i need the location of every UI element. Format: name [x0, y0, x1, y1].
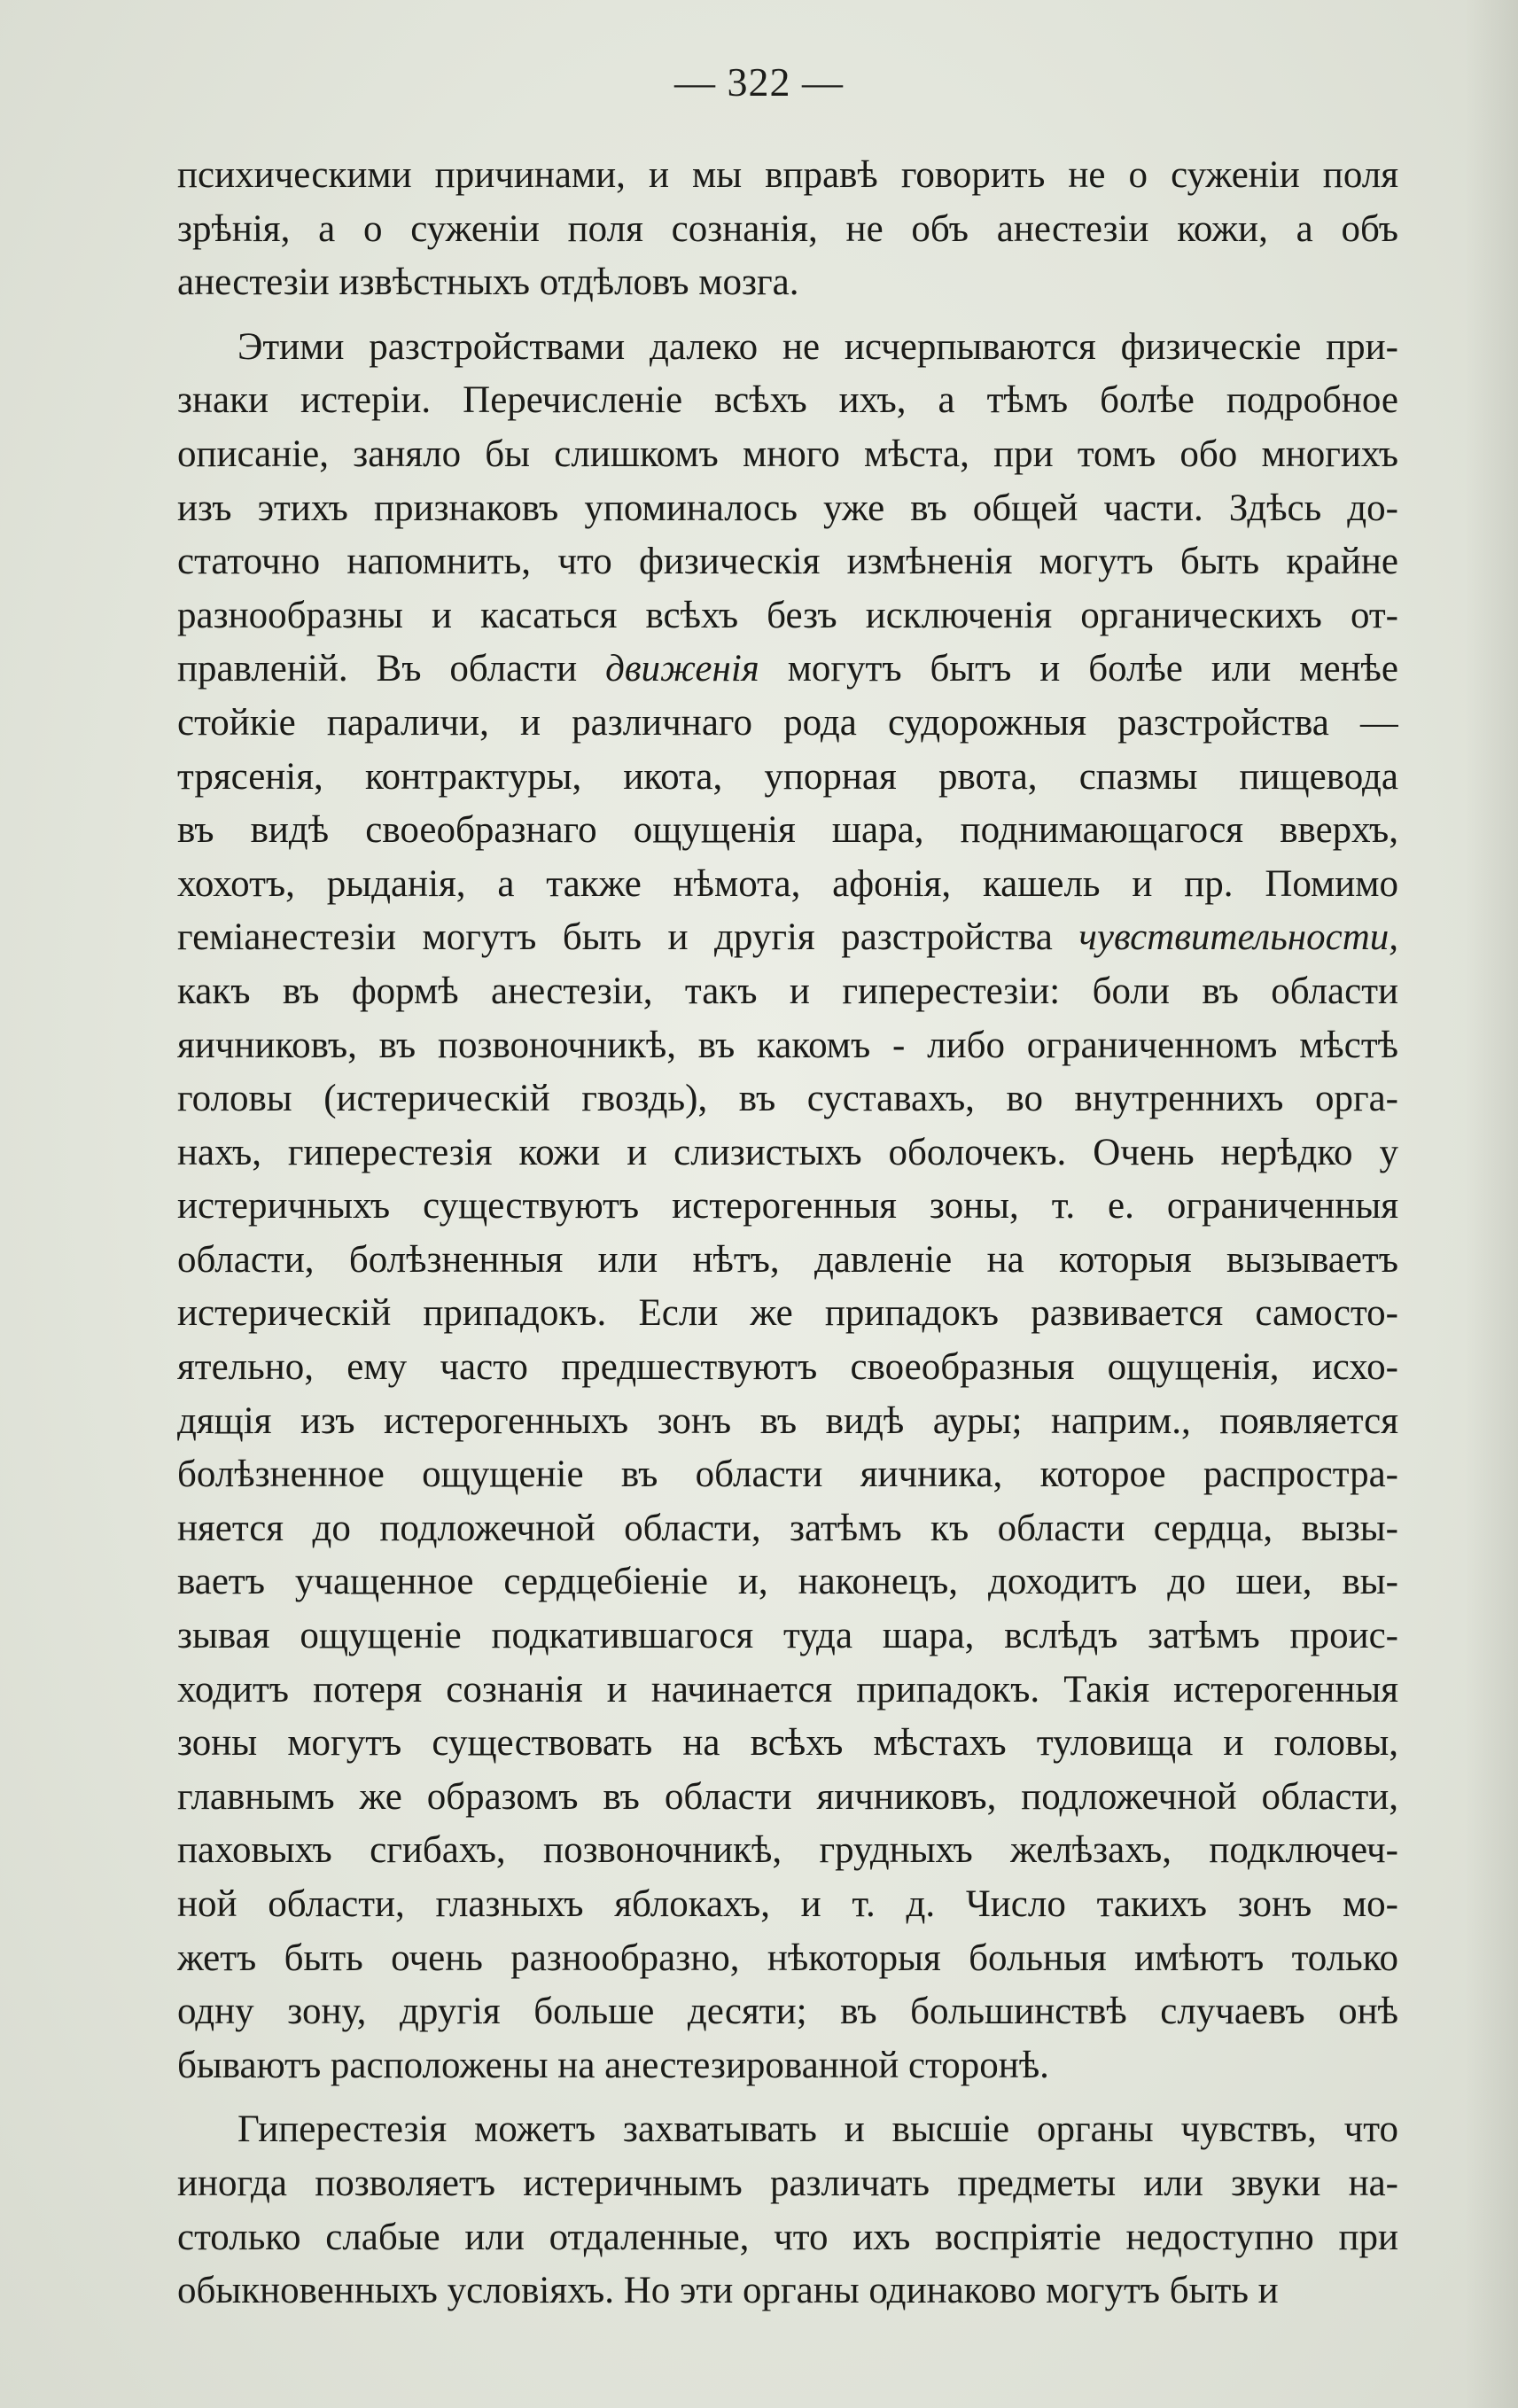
text-line [177, 1395, 1398, 1449]
text-segment: истерическій припадокъ. Если же припадокъ развивается самосто- [177, 1292, 1398, 1335]
text-segment: ваетъ учащенное сердцебіеніе и, наконецъ, доходитъ до шеи, вы- [177, 1561, 1398, 1603]
text-segment: истеричныхъ существуютъ истерогенныя зоны, т. е. ограниченныя [177, 1185, 1398, 1227]
text-line [177, 1287, 1398, 1341]
text-line [177, 1072, 1398, 1126]
italic-term: чувствительности, [1078, 916, 1398, 959]
text-line [177, 1448, 1398, 1502]
text-line [177, 1985, 1398, 2039]
text-segment: области, болѣзненныя или нѣтъ, давленіе на которыя вызываетъ [177, 1238, 1398, 1281]
text-line [177, 2211, 1398, 2265]
text-line [177, 1180, 1398, 1234]
text-line [177, 1502, 1398, 1556]
text-segment: ятельно, ему часто предшествуютъ своеобразныя ощущенія, исхо- [177, 1346, 1398, 1389]
text-line [177, 911, 1398, 965]
text-line [177, 751, 1398, 805]
text-segment: ходитъ потеря сознанія и начинается припадокъ. Такія истерогенныя [177, 1668, 1398, 1711]
text-line [177, 1664, 1398, 1718]
paragraph [177, 321, 1398, 2093]
text-segment: Этими разстройствами далеко не исчерпываются физическіе при- [237, 325, 1398, 368]
text-segment: анестезіи извѣстныхъ отдѣловъ мозга. [177, 261, 799, 304]
text-line [177, 2039, 1398, 2093]
text-line [177, 2157, 1398, 2211]
text-segment: разнообразны и касаться всѣхъ безъ исключенія органическихъ от- [177, 594, 1398, 636]
text-segment: иногда позволяетъ истеричнымъ различать предметы или звуки на- [177, 2162, 1398, 2204]
text-line [177, 1555, 1398, 1609]
text-segment: главнымъ же образомъ въ области яичниковъ, подложечной области, [177, 1775, 1398, 1818]
text-line [177, 256, 1398, 310]
text-line [177, 804, 1398, 858]
text-line [177, 1609, 1398, 1664]
text-segment: зоны могутъ существовать на всѣхъ мѣстахъ туловища и головы, [177, 1722, 1398, 1765]
text-segment: стойкіе параличи, и различнаго рода судорожныя разстройства — [177, 701, 1398, 744]
page-number: — 322 — [674, 59, 844, 105]
text-segment: столько слабые или отдаленные, что ихъ воспріятіе недоступно при [177, 2216, 1398, 2258]
italic-term: движенія [605, 648, 759, 690]
text-segment: головы (истерическій гвоздь), въ суставахъ, во внутреннихъ орга- [177, 1078, 1398, 1120]
text-line [177, 1824, 1398, 1878]
paragraph-gap [177, 310, 1398, 321]
paragraph-gap [177, 2092, 1398, 2103]
text-line [177, 2103, 1398, 2157]
text-line [177, 1019, 1398, 1073]
text-segment: въ видѣ своеобразнаго ощущенія шара, поднимающагося вверхъ, [177, 809, 1398, 852]
text-line [177, 149, 1398, 203]
text-segment: зывая ощущеніе подкатившагося туда шара, вслѣдъ затѣмъ проис- [177, 1615, 1398, 1657]
text-segment: одну зону, другія больше десяти; въ большинствѣ случаевъ онѣ [177, 1991, 1398, 2033]
text-segment: психическими причинами, и мы вправѣ говорить не о суженіи поля [177, 154, 1398, 196]
text-segment: яичниковъ, въ позвоночникѣ, въ какомъ - либо ограниченномъ мѣстѣ [177, 1024, 1398, 1066]
text-line [177, 1771, 1398, 1825]
text-segment: няется до подложечной области, затѣмъ къ области сердца, вызы- [177, 1507, 1398, 1549]
text-segment: бываютъ расположены на анестезированной сторонѣ. [177, 2044, 1049, 2086]
text-segment: статочно напомнить, что физическія измѣненія могутъ быть крайне [177, 541, 1398, 583]
text-segment: трясенія, контрактуры, икота, упорная рвота, спазмы пищевода [177, 755, 1398, 798]
text-segment: геміанестезіи могутъ быть и другія разстройства [177, 916, 1079, 959]
text-segment: Гиперестезія можетъ захватывать и высшіе органы чувствъ, что [237, 2108, 1398, 2151]
text-line [177, 1341, 1398, 1395]
text-line [177, 321, 1398, 375]
text-segment: правленій. Въ области [177, 648, 606, 690]
paragraph [177, 149, 1398, 310]
text-line [177, 697, 1398, 751]
text-segment: паховыхъ сгибахъ, позвоночникѣ, грудныхъ желѣзахъ, подключеч- [177, 1829, 1398, 1872]
text-line [177, 1234, 1398, 1288]
text-segment: нахъ, гиперестезія кожи и слизистыхъ оболочекъ. Очень нерѣдко у [177, 1131, 1398, 1173]
text-line [177, 482, 1398, 536]
text-line [177, 374, 1398, 428]
text-line [177, 858, 1398, 912]
text-segment: обыкновенныхъ условіяхъ. Но эти органы одинаково могутъ быть и [177, 2270, 1279, 2312]
text-segment: хохотъ, рыданія, а также нѣмота, афонія, кашель и пр. Помимо [177, 862, 1398, 905]
text-line [177, 535, 1398, 589]
text-line [177, 589, 1398, 643]
text-segment: жетъ быть очень разнообразно, нѣкоторыя больныя имѣютъ только [177, 1937, 1398, 1979]
text-line [177, 1932, 1398, 1986]
text-line [177, 2264, 1398, 2318]
text-segment: описаніе, заняло бы слишкомъ много мѣста, при томъ обо многихъ [177, 433, 1398, 475]
text-line [177, 1878, 1398, 1932]
text-segment: знаки истеріи. Перечисленіе всѣхъ ихъ, а тѣмъ болѣе подробное [177, 379, 1398, 422]
text-segment: какъ въ формѣ анестезіи, такъ и гиперестезіи: боли въ области [177, 970, 1398, 1012]
text-segment: могутъ бытъ и болѣе или менѣе [759, 648, 1398, 690]
text-body [177, 149, 1398, 2318]
text-line [177, 428, 1398, 482]
text-segment: изъ этихъ признаковъ упоминалось уже въ общей части. Здѣсь до- [177, 487, 1398, 529]
text-line [177, 643, 1398, 697]
text-segment: болѣзненное ощущеніе въ области яичника, которое распростра- [177, 1453, 1398, 1496]
text-line [177, 965, 1398, 1019]
text-segment: ной области, глазныхъ яблокахъ, и т. д. Число такихъ зонъ мо- [177, 1883, 1398, 1925]
paragraph [177, 2103, 1398, 2318]
text-line [177, 203, 1398, 257]
text-segment: дящія изъ истерогенныхъ зонъ въ видѣ ауры; наприм., появляется [177, 1399, 1398, 1442]
text-segment: зрѣнія, а о суженіи поля сознанія, не объ анестезіи кожи, а объ [177, 207, 1398, 250]
text-line [177, 1126, 1398, 1181]
text-line [177, 1717, 1398, 1771]
